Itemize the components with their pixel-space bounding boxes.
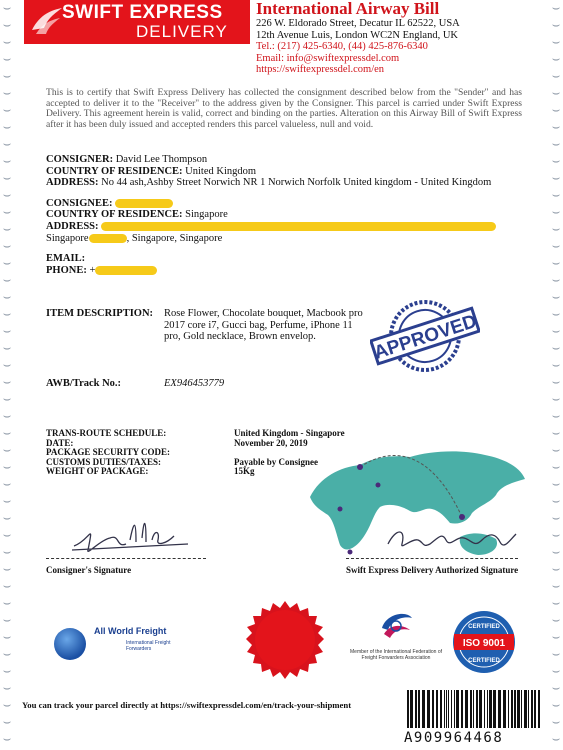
telephone: Tel.: (217) 425-6340, (44) 425-876-6340 xyxy=(256,41,428,52)
item-label: ITEM DESCRIPTION: xyxy=(46,308,154,319)
perforation-mark: ⌣ xyxy=(2,18,12,33)
perforation-mark: ⌣ xyxy=(2,579,12,594)
perforation-mark: ⌣ xyxy=(2,358,12,373)
perforation-mark: ⌣ xyxy=(551,52,561,67)
consigner-label: CONSIGNER: xyxy=(46,154,114,165)
perforation-mark: ⌣ xyxy=(551,494,561,509)
tracking-footer: You can track your parcel directly at https://swiftexpressdel.com/en/track-your-shipment xyxy=(22,700,352,710)
perforation-mark: ⌣ xyxy=(551,171,561,186)
perforation-mark: ⌣ xyxy=(2,426,12,441)
email-address: Email: info@swiftexpressdel.com xyxy=(256,52,400,64)
consigner-residence-label: COUNTRY OF RESIDENCE: xyxy=(46,165,183,177)
perforation-mark: ⌣ xyxy=(2,69,12,84)
perforation-mark: ⌣ xyxy=(551,205,561,220)
barcode-bar xyxy=(498,690,501,728)
perforated-edge-right xyxy=(549,0,563,750)
awb-number: EX946453779 xyxy=(164,378,225,389)
approved-stamp xyxy=(370,292,480,380)
document-title: International Airway Bill xyxy=(256,0,440,18)
consigner-name: David Lee Thompson xyxy=(115,154,208,165)
barcode-bar xyxy=(418,690,420,728)
schedule-security-label: PACKAGE SECURITY CODE: xyxy=(46,447,171,458)
schedule-route-label: TRANS-ROUTE SCHEDULE: xyxy=(46,428,167,438)
address-line: 12th Avenue Luis, London WC2N England, UK xyxy=(256,29,459,41)
perforation-mark: ⌣ xyxy=(551,375,561,390)
perforation-mark: ⌣ xyxy=(2,103,12,118)
red-wax-seal xyxy=(245,600,325,680)
header xyxy=(24,0,544,75)
schedule-customs-label: CUSTOMS DUTIES/TAXES: xyxy=(46,456,161,467)
perforation-mark: ⌣ xyxy=(551,35,561,50)
perforation-mark: ⌣ xyxy=(2,647,12,662)
perforation-mark: ⌣ xyxy=(2,681,12,696)
barcode-number: A909964468 xyxy=(404,730,504,746)
map-marker xyxy=(376,483,381,488)
perforation-mark: ⌣ xyxy=(551,120,561,135)
consignee-address-city: Singapore xyxy=(46,232,89,244)
perforation-mark: ⌣ xyxy=(2,1,12,16)
barcode-bar xyxy=(436,690,438,728)
consigner-address-label: ADDRESS: xyxy=(46,177,99,189)
perforation-mark: ⌣ xyxy=(2,409,12,424)
consignee-label: CONSIGNEE: xyxy=(46,197,113,209)
perforation-mark: ⌣ xyxy=(2,86,12,101)
email-label: EMAIL: xyxy=(46,253,86,265)
perforation-mark: ⌣ xyxy=(2,698,12,713)
perforation-mark: ⌣ xyxy=(2,460,12,475)
barcode-bar xyxy=(528,690,529,728)
redaction-mark xyxy=(101,222,496,231)
perforation-mark: ⌣ xyxy=(551,103,561,118)
perforation-mark: ⌣ xyxy=(551,443,561,458)
barcode-bar xyxy=(476,690,478,728)
barcode-bar xyxy=(514,690,516,728)
perforation-mark: ⌣ xyxy=(551,732,561,747)
barcode-bar xyxy=(448,690,449,728)
perforation-mark: ⌣ xyxy=(551,239,561,254)
stamp-text: APPROVED xyxy=(371,310,480,364)
perforation-mark: ⌣ xyxy=(2,35,12,50)
barcode-bar xyxy=(454,690,455,728)
perforation-mark: ⌣ xyxy=(551,613,561,628)
perforation-mark: ⌣ xyxy=(551,630,561,645)
barcode-bar xyxy=(440,690,442,728)
perforation-mark: ⌣ xyxy=(551,324,561,339)
map-marker xyxy=(338,507,343,512)
barcode-bar xyxy=(489,690,492,728)
perforation-mark: ⌣ xyxy=(2,290,12,305)
perforation-mark: ⌣ xyxy=(551,511,561,526)
logo-text-line1: SWIFT EXPRESS xyxy=(62,2,223,23)
perforation-mark: ⌣ xyxy=(551,579,561,594)
barcode-bar xyxy=(422,690,425,728)
company-logo xyxy=(24,0,250,44)
perforation-mark: ⌣ xyxy=(551,188,561,203)
barcode-bar xyxy=(410,690,413,728)
consignee-address-label: ADDRESS: xyxy=(46,220,99,232)
barcode-bar xyxy=(456,690,459,728)
perforation-mark: ⌣ xyxy=(551,69,561,84)
barcode-bar xyxy=(503,690,506,728)
barcode-bar xyxy=(415,690,417,728)
perforation-mark: ⌣ xyxy=(551,273,561,288)
schedule-labels xyxy=(46,429,170,477)
item-value: Rose Flower, Chocolate bouquet, Macbook pro 2017 core i7, Gucci bag, Perfume, iPhone 11 pro, Gold necklace, Brown envelop. xyxy=(164,308,363,343)
schedule-weight-label: WEIGHT OF PACKAGE: xyxy=(46,466,149,477)
perforation-mark: ⌣ xyxy=(2,630,12,645)
perforation-mark: ⌣ xyxy=(551,681,561,696)
address-line: 226 W. Eldorado Street, Decatur IL 62522, USA xyxy=(256,18,460,29)
consignee-residence: Singapore xyxy=(185,209,228,221)
authorized-signature-label: Swift Express Delivery Authorized Signature xyxy=(346,565,519,575)
perforated-edge-left xyxy=(0,0,14,750)
perforation-mark: ⌣ xyxy=(551,222,561,237)
iso-9001-badge xyxy=(452,610,516,674)
barcode-bar xyxy=(427,690,430,728)
perforation-mark: ⌣ xyxy=(551,358,561,373)
barcode-bar xyxy=(473,690,474,728)
perforation-mark: ⌣ xyxy=(2,222,12,237)
perforation-mark: ⌣ xyxy=(551,647,561,662)
perforation-mark: ⌣ xyxy=(2,188,12,203)
company-info xyxy=(256,0,460,76)
barcode-bar xyxy=(517,690,520,728)
barcode-bar xyxy=(465,690,468,728)
globe-icon xyxy=(54,628,86,660)
fiata-emblem-icon xyxy=(376,608,416,642)
consigner-block xyxy=(46,154,522,189)
perforation-mark: ⌣ xyxy=(551,545,561,560)
awf-subtitle: International Freight Forwarders xyxy=(126,640,171,652)
barcode xyxy=(405,690,543,728)
perforation-mark: ⌣ xyxy=(551,528,561,543)
consignee-address-country: , Singapore, Singapore xyxy=(126,232,223,244)
perforation-mark: ⌣ xyxy=(551,477,561,492)
barcode-bar xyxy=(524,690,527,728)
perforation-mark: ⌣ xyxy=(2,205,12,220)
perforation-mark: ⌣ xyxy=(2,545,12,560)
authorized-signature xyxy=(382,510,522,558)
perforation-mark: ⌣ xyxy=(2,171,12,186)
perforation-mark: ⌣ xyxy=(2,596,12,611)
perforation-mark: ⌣ xyxy=(2,239,12,254)
map-marker xyxy=(357,464,363,470)
perforation-mark: ⌣ xyxy=(2,494,12,509)
consignee-block xyxy=(46,198,522,244)
perforation-mark: ⌣ xyxy=(2,477,12,492)
perforation-mark: ⌣ xyxy=(2,341,12,356)
phone-prefix: + xyxy=(89,264,96,276)
iso-bottom-text: CERTIFIED xyxy=(468,658,500,664)
barcode-bar xyxy=(538,690,540,728)
barcode-bar xyxy=(446,690,447,728)
perforation-mark: ⌣ xyxy=(551,86,561,101)
perforation-mark: ⌣ xyxy=(2,562,12,577)
barcode-bar xyxy=(508,690,509,728)
perforation-mark: ⌣ xyxy=(551,426,561,441)
perforation-mark: ⌣ xyxy=(551,392,561,407)
perforation-mark: ⌣ xyxy=(551,1,561,16)
barcode-bar xyxy=(487,690,488,728)
perforation-mark: ⌣ xyxy=(551,596,561,611)
consigner-residence: United Kingdom xyxy=(185,165,257,177)
barcode-bar xyxy=(470,690,472,728)
consigner-signature-label: Consigner's Signature xyxy=(46,565,132,575)
schedule-route-value: United Kingdom - Singapore xyxy=(234,428,345,438)
perforation-mark: ⌣ xyxy=(551,18,561,33)
consignee-residence-label: COUNTRY OF RESIDENCE: xyxy=(46,209,183,221)
perforation-mark: ⌣ xyxy=(2,52,12,67)
certification-text: This is to certify that Swift Express Delivery has collected the consignment described below from the "Sender" and has accepted to deliver it to the "Receiver" to the address given by the Consigner. This parcel is carried under Swift Express Delivery. This agreement herein is valid, correct and binding on the parties. Alteration on this Airway Bill of Swift Express after it has been duly issued and accepted renders this parcel valueless, null and void. xyxy=(46,87,522,130)
barcode-bar xyxy=(444,690,445,728)
perforation-mark: ⌣ xyxy=(551,290,561,305)
perforation-mark: ⌣ xyxy=(2,324,12,339)
perforation-mark: ⌣ xyxy=(2,732,12,747)
barcode-bar xyxy=(534,690,536,728)
schedule-date-label: DATE: xyxy=(46,437,74,448)
barcode-bar xyxy=(484,690,485,728)
schedule-date-value: November 20, 2019 xyxy=(234,437,308,448)
perforation-mark: ⌣ xyxy=(551,409,561,424)
perforation-mark: ⌣ xyxy=(551,154,561,169)
perforation-mark: ⌣ xyxy=(551,341,561,356)
iso-top-text: CERTIFIED xyxy=(468,624,500,630)
redaction-mark xyxy=(89,234,127,243)
barcode-bar xyxy=(407,690,409,728)
awb-label: AWB/Track No.: xyxy=(46,378,122,389)
barcode-bar xyxy=(493,690,496,728)
all-world-freight-logo xyxy=(54,622,194,672)
perforation-mark: ⌣ xyxy=(2,528,12,543)
perforation-mark: ⌣ xyxy=(2,392,12,407)
consigner-signature-line xyxy=(46,558,206,559)
perforation-mark: ⌣ xyxy=(551,460,561,475)
schedule-customs-value: Payable by Consignee xyxy=(234,456,319,467)
perforation-mark: ⌣ xyxy=(551,137,561,152)
consigner-address: No 44 ash,Ashby Street Norwich NR 1 Norwich Norfolk United kingdom - United Kingdom xyxy=(101,177,492,189)
perforation-mark: ⌣ xyxy=(2,273,12,288)
perforation-mark: ⌣ xyxy=(2,154,12,169)
barcode-bar xyxy=(432,690,434,728)
redaction-mark xyxy=(115,199,173,208)
wing-icon xyxy=(30,6,64,36)
redaction-mark xyxy=(95,266,157,275)
perforation-mark: ⌣ xyxy=(2,443,12,458)
fiata-logo xyxy=(346,608,446,668)
barcode-bar xyxy=(511,690,513,728)
perforation-mark: ⌣ xyxy=(2,256,12,271)
perforation-mark: ⌣ xyxy=(2,375,12,390)
schedule-weight-value: 15Kg xyxy=(234,466,255,477)
perforation-mark: ⌣ xyxy=(551,698,561,713)
perforation-mark: ⌣ xyxy=(551,664,561,679)
barcode-bar xyxy=(521,690,522,728)
contact-block xyxy=(46,253,522,276)
perforation-mark: ⌣ xyxy=(2,664,12,679)
perforation-mark: ⌣ xyxy=(551,307,561,322)
consigner-signature xyxy=(70,510,190,558)
authorized-signature-line xyxy=(346,558,518,559)
logo-text-line2: DELIVERY xyxy=(136,22,228,41)
phone-label: PHONE: xyxy=(46,264,87,276)
barcode-bar xyxy=(531,690,533,728)
perforation-mark: ⌣ xyxy=(551,562,561,577)
barcode-bar xyxy=(451,690,452,728)
perforation-mark: ⌣ xyxy=(551,256,561,271)
perforation-mark: ⌣ xyxy=(551,715,561,730)
barcode-bar xyxy=(461,690,463,728)
barcode-bar xyxy=(479,690,482,728)
perforation-mark: ⌣ xyxy=(2,120,12,135)
perforation-mark: ⌣ xyxy=(2,307,12,322)
perforation-mark: ⌣ xyxy=(2,511,12,526)
iso-main-text: ISO 9001 xyxy=(462,638,506,649)
perforation-mark: ⌣ xyxy=(2,715,12,730)
fiata-caption: Member of the International Federation of Freight Forwarders Association xyxy=(350,649,442,661)
map-marker xyxy=(348,550,353,555)
parties-section xyxy=(46,154,522,285)
perforation-mark: ⌣ xyxy=(2,613,12,628)
perforation-mark: ⌣ xyxy=(2,137,12,152)
website-link[interactable]: https://swiftexpressdel.com/en xyxy=(256,64,385,75)
awf-name: All World Freight xyxy=(94,626,167,636)
